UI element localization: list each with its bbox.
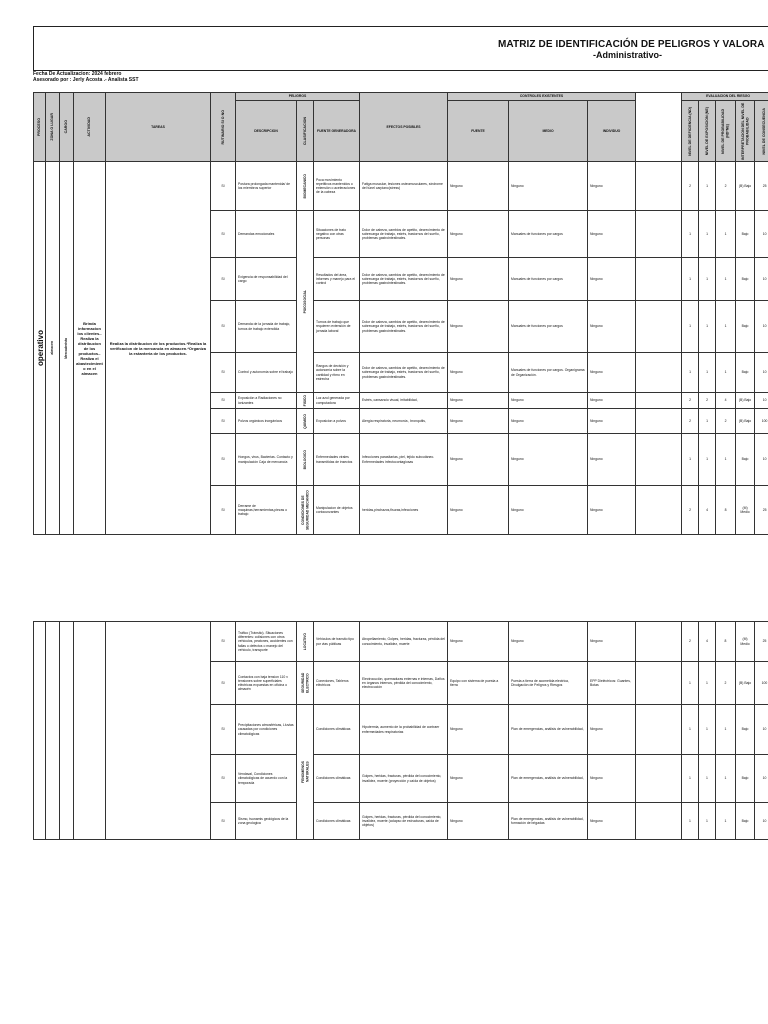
col-individuo: INDIVIDUO (588, 101, 636, 162)
cell-ne: 4 (699, 622, 716, 662)
cell-interp: Bajo (736, 211, 755, 258)
cell-np: 1 (716, 353, 736, 393)
cell-medio: Ninguno (509, 622, 588, 662)
cell-nc: 10 (755, 353, 768, 393)
col-efectos: EFECTOS POSIBLES (360, 93, 448, 162)
cell-medio: Manuales de funciones por cargos (509, 301, 588, 353)
cell-descripcion: Contactos con baja tension 110 v tensiones sobre superficiales eléctricas expuestas en oficina o almacén (236, 662, 297, 705)
table-row (34, 162, 768, 211)
cell-efectos: Dolor de cabeza, cambios de apetito, decrecimiento de sobrecarga de trabajo, estrés, trastornos del sueño, problemas gastrointestinales. (360, 301, 448, 353)
cell-fuente: Ninguno (448, 486, 509, 535)
cell-np: 1 (716, 258, 736, 301)
cell-zona: almacen (46, 162, 60, 535)
cell-nc: 10 (755, 301, 768, 353)
title-rule (33, 70, 768, 71)
cell-nc: 10 (755, 705, 768, 755)
cell-efectos: Electrocución, quemaduras externas e internas, Daños en órganos internos, pérdida del conocimiento, electrocución (360, 662, 448, 705)
cell-interp: Bajo (736, 434, 755, 486)
cell-efectos: Dolor de cabeza, cambios de apetito, decrecimiento de sobrecarga de trabajo, estrés, trastornos del sueño, problemas gastrointestinales. (360, 211, 448, 258)
col-ne: NIVEL DE EXPOSICION (NE) (699, 101, 716, 162)
left-rule (33, 26, 34, 71)
cell-interp: (M) Medio (736, 486, 755, 535)
cell-proceso: operativo (34, 162, 46, 535)
update-date: Fecha De Actualizacion: 2024 febrero (33, 71, 122, 77)
cell-fuente-generadora: Manipulacion de objetos cortocunzantes (314, 486, 360, 535)
cell-efectos: Dolor de cabeza, cambios de apetito, decrecimiento de sobrecarga de trabajo, estrés, trastornos del sueño, problemas gastrointestinales. (360, 258, 448, 301)
cell-medio: Ninguno (509, 393, 588, 409)
cell-nc: 10 (755, 393, 768, 409)
cell-spacer (636, 409, 682, 434)
cell-efectos: Golpes, heridas, fracturas, pérdida del conocimiento, invalidez, muerte (colapso de estructuras, caída de objetos) (360, 803, 448, 840)
cell-spacer (636, 434, 682, 486)
cell-cargo (60, 622, 74, 840)
cell-nd: 1 (682, 258, 699, 301)
cell-spacer (636, 662, 682, 705)
cell-individuo: Ninguno (588, 755, 636, 803)
cell-fuente-generadora: Conexiones, Tableros eléctricos (314, 662, 360, 705)
cell-nd: 2 (682, 409, 699, 434)
cell-fuente: Ninguno (448, 353, 509, 393)
cell-individuo: Ninguno (588, 211, 636, 258)
cell-zona (46, 622, 60, 840)
cell-descripcion: Sismo, tsunamis geológicos de la zona geologica (236, 803, 297, 840)
cell-np: 1 (716, 434, 736, 486)
cell-individuo: Ninguno (588, 162, 636, 211)
cell-medio: Ninguno (509, 409, 588, 434)
cell-fuente-generadora: Condiciones climáticas (314, 705, 360, 755)
cell-efectos: Estrés, cansancio visual, irritabilidad, (360, 393, 448, 409)
cell-medio: Manuales de funciones por cargos. Organigrama de Organización. (509, 353, 588, 393)
cell-efectos: Alergia respiratoria, neumonía , bronquitis, (360, 409, 448, 434)
cell-nc: 10 (755, 434, 768, 486)
cell-fuente: Ninguno (448, 162, 509, 211)
cell-medio: Ninguno (509, 162, 588, 211)
cell-rutinario: SI (211, 622, 236, 662)
cell-spacer (636, 258, 682, 301)
cell-rutinario: SI (211, 662, 236, 705)
cell-np: 1 (716, 301, 736, 353)
cell-actividad (74, 622, 106, 840)
cell-np: 1 (716, 705, 736, 755)
cell-np: 1 (716, 211, 736, 258)
cell-actividad: Brinda informacion los clientes.-Realiza la distribucion de los productos.-Realiza el abastecimiento en el almacen (74, 162, 106, 535)
cell-nd: 1 (682, 434, 699, 486)
cell-nc: 10 (755, 211, 768, 258)
cell-fuente-generadora: Condiciones climáticas (314, 803, 360, 840)
cell-fuente-generadora: Vehículos de transito tipo por vias públicas (314, 622, 360, 662)
cell-nd: 1 (682, 705, 699, 755)
cell-descripcion: Hongos, virus, Bacterias. Contacto y manipulación Caja de mercancía (236, 434, 297, 486)
col-cargo: CARGO (60, 93, 74, 162)
top-rule (33, 26, 768, 27)
cell-spacer (636, 162, 682, 211)
cell-fuente: Ninguno (448, 211, 509, 258)
cell-nd: 1 (682, 353, 699, 393)
cell-nd: 1 (682, 662, 699, 705)
cell-nd: 1 (682, 301, 699, 353)
cell-clasificacion: FENOMENOS NATURALES (297, 705, 314, 840)
cell-spacer (636, 301, 682, 353)
col-nc: NIVEL DE CONSECUENCIA (755, 101, 768, 162)
cell-medio: Plan de emergencias, análisis de vulnerabilidad, (509, 705, 588, 755)
cell-interp: Bajo (736, 353, 755, 393)
cell-descripcion: Exigencia de responsabilidad del cargo (236, 258, 297, 301)
cell-interp: Bajo (736, 755, 755, 803)
cell-ne: 1 (699, 162, 716, 211)
cell-spacer (636, 705, 682, 755)
cell-ne: 1 (699, 409, 716, 434)
cell-descripcion: Derrame de maquinas,herramientas,piezas o trabajo (236, 486, 297, 535)
cell-nc: 10 (755, 755, 768, 803)
col-rutinario: RUTINARIO SI O NO (211, 93, 236, 162)
cell-clasificacion: CONDICIONES DE SEGURIDAD MECANICO (297, 486, 314, 535)
cell-fuente: Ninguno (448, 409, 509, 434)
cell-rutinario: SI (211, 393, 236, 409)
cell-fuente-generadora: Turnos de trabajo que requieren extensión de jornada laboral (314, 301, 360, 353)
cell-fuente-generadora: Condiciones climáticas (314, 755, 360, 803)
cell-interp: (B) Bajo (736, 393, 755, 409)
cell-efectos: Golpes, heridas, fracturas, pérdida del conocimiento, invalidez, muerte (proyección y caída de objetos) (360, 755, 448, 803)
cell-individuo: Ninguno (588, 705, 636, 755)
cell-fuente-generadora: Luz azul generada por computadora (314, 393, 360, 409)
cell-individuo: Ninguno (588, 622, 636, 662)
cell-nd: 2 (682, 486, 699, 535)
cell-fuente-generadora: Enfermedades virales transmitidas de insectos (314, 434, 360, 486)
cell-individuo: Ninguno (588, 353, 636, 393)
cell-fuente-generadora: Resultados del área, informes y manejo para el control (314, 258, 360, 301)
cell-medio: Plan de emergencias, análisis de vulnerabilidad, formación de brigadas (509, 803, 588, 840)
cell-tareas: Realiza la distribucion de los productos.*Realiza la verificacion de la mercancia en almacen.*Organiza la estanteria de los productos. (106, 162, 211, 535)
cell-clasificacion: BIOLOGICO (297, 434, 314, 486)
cell-interp: (B) Bajo (736, 162, 755, 211)
cell-individuo: Ninguno (588, 486, 636, 535)
cell-spacer (636, 622, 682, 662)
cell-rutinario: SI (211, 434, 236, 486)
cell-rutinario: SI (211, 755, 236, 803)
col-interp: INTERPRETACION DEL NIVEL DE PROBABILIDAD (736, 101, 755, 162)
cell-fuente: Ninguno (448, 622, 509, 662)
col-tareas: TAREAS (106, 93, 211, 162)
cell-ne: 1 (699, 301, 716, 353)
cell-descripcion: Vendaval, Condiciones climatológicas de acuerdo con la temporada (236, 755, 297, 803)
cell-interp: (B) Bajo (736, 662, 755, 705)
cell-nd: 1 (682, 211, 699, 258)
cell-efectos: Dolor de cabeza, cambios de apetito, decrecimiento de sobrecarga de trabajo, estrés, trastornos del sueño, problemas gastrointestinales. (360, 353, 448, 393)
cell-descripcion: Demandas emocionales (236, 211, 297, 258)
cell-nc: 10 (755, 258, 768, 301)
cell-rutinario: SI (211, 301, 236, 353)
cell-individuo: Ninguno (588, 409, 636, 434)
cell-proceso (34, 622, 46, 840)
cell-descripcion: Tráfico (Tránsito). Situaciones diferentes: colisiones con otros vehículos, peatones, accidentes con fallas o defectos o manejo del vehículo, transporte (236, 622, 297, 662)
cell-ne: 4 (699, 486, 716, 535)
cell-clasificacion: QUIMICO (297, 409, 314, 434)
cell-rutinario: SI (211, 409, 236, 434)
cell-np: 1 (716, 803, 736, 840)
cell-spacer (636, 755, 682, 803)
cell-descripcion: Exposición a Radiaciones no ionizantes (236, 393, 297, 409)
cell-cargo: Mercaderista (60, 162, 74, 535)
document-subtitle: -Administrativo- (593, 50, 663, 60)
col-descripcion: DESCRIPCION (236, 101, 297, 162)
advisor: Asesorado por : Jerly Acosta .- Analista SST (33, 77, 139, 83)
cell-fuente: Ninguno (448, 803, 509, 840)
cell-efectos: Hipotermia, aumento de la probabilidad de contraer enfermedades respiratorias (360, 705, 448, 755)
cell-np: 8 (716, 486, 736, 535)
cell-np: 2 (716, 162, 736, 211)
cell-spacer (636, 803, 682, 840)
spacer (636, 101, 682, 162)
spacer (636, 93, 682, 101)
cell-fuente-generadora: Poca movimiento repetitivos mantenidos o extensión o aceleraciones de la cabeza (314, 162, 360, 211)
cell-individuo: EPP Dieléctricos: Guantes, Botas (588, 662, 636, 705)
cell-descripcion: Precipitaciones atmosféricas, Lluvias causadas por condiciones climatológicas (236, 705, 297, 755)
cell-nd: 1 (682, 755, 699, 803)
cell-rutinario: SI (211, 162, 236, 211)
cell-clasificacion: FISICO (297, 393, 314, 409)
cell-interp: Bajo (736, 258, 755, 301)
cell-ne: 1 (699, 755, 716, 803)
col-zona: ZONA O LUGAR (46, 93, 60, 162)
cell-rutinario: SI (211, 258, 236, 301)
cell-interp: (M) Medio (736, 622, 755, 662)
cell-individuo: Ninguno (588, 393, 636, 409)
cell-medio: Plan de emergencias, análisis de vulnerabilidad, (509, 755, 588, 803)
cell-fuente-generadora: Exposicion a polvos (314, 409, 360, 434)
col-nd: NIVEL DE DEFICIENCIA (ND) (682, 101, 699, 162)
cell-np: 4 (716, 393, 736, 409)
cell-nd: 2 (682, 162, 699, 211)
cell-individuo: Ninguno (588, 258, 636, 301)
cell-fuente-generadora: Situaciones de trato negativo con otras personas (314, 211, 360, 258)
cell-medio: Ninguno (509, 486, 588, 535)
cell-nc: 10 (755, 803, 768, 840)
cell-np: 8 (716, 622, 736, 662)
col-actividad: ACTIVIDAD (74, 93, 106, 162)
col-proceso: PROCESO (34, 93, 46, 162)
hazard-matrix-table (33, 92, 768, 535)
group-evaluacion: EVALUACION DEL RIESGO (682, 93, 768, 101)
cell-ne: 1 (699, 211, 716, 258)
cell-individuo: Ninguno (588, 803, 636, 840)
cell-nd: 2 (682, 622, 699, 662)
cell-medio: Manuales de funciones por cargos (509, 211, 588, 258)
cell-nd: 2 (682, 393, 699, 409)
cell-spacer (636, 393, 682, 409)
cell-ne: 1 (699, 434, 716, 486)
cell-fuente: Ninguno (448, 755, 509, 803)
cell-nc: 25 (755, 622, 768, 662)
cell-rutinario: SI (211, 705, 236, 755)
cell-descripcion: Postura prolongada mantenida/ de los miembros superior (236, 162, 297, 211)
cell-tareas (106, 622, 211, 840)
cell-np: 1 (716, 755, 736, 803)
col-clasificacion: CLASIFICACION (297, 101, 314, 162)
cell-rutinario: SI (211, 803, 236, 840)
hazard-matrix-table-continued (33, 621, 768, 840)
cell-individuo: Ninguno (588, 434, 636, 486)
cell-interp: Bajo (736, 301, 755, 353)
col-np: NIVEL DE PROBABILIDAD (ND*NE) (716, 101, 736, 162)
cell-ne: 2 (699, 393, 716, 409)
cell-spacer (636, 211, 682, 258)
cell-interp: Bajo (736, 705, 755, 755)
group-peligros: PELIGROS (236, 93, 360, 101)
cell-nc: 100 (755, 662, 768, 705)
cell-nc: 25 (755, 486, 768, 535)
cell-clasificacion: PSICOSOCIAL (297, 211, 314, 393)
group-controles: CONTROLES EXISTENTES (448, 93, 636, 101)
cell-clasificacion: LOCATIVO (297, 622, 314, 662)
cell-ne: 1 (699, 662, 716, 705)
cell-descripcion: Polvos orgánicos inorgánicos (236, 409, 297, 434)
cell-fuente: Ninguno (448, 434, 509, 486)
table-row (34, 622, 768, 662)
cell-medio: Puesta a tierra de acometida electrica, Divulgación de Peligros y Riesgos (509, 662, 588, 705)
cell-rutinario: SI (211, 211, 236, 258)
cell-fuente: Ninguno (448, 705, 509, 755)
cell-fuente-generadora: Rangos de decisión y autonomía sobre la cantidad y ritmo en estrecha (314, 353, 360, 393)
cell-fuente: Ninguno (448, 258, 509, 301)
cell-ne: 1 (699, 705, 716, 755)
cell-rutinario: SI (211, 486, 236, 535)
cell-spacer (636, 486, 682, 535)
cell-spacer (636, 353, 682, 393)
cell-clasificacion: SEGURIDAD ELECTRICO (297, 662, 314, 705)
cell-nc: 100 (755, 409, 768, 434)
cell-fuente: Ninguno (448, 393, 509, 409)
cell-medio: Manuales de funciones por cargos (509, 258, 588, 301)
cell-clasificacion: BIOMECANICO (297, 162, 314, 211)
cell-ne: 1 (699, 803, 716, 840)
cell-efectos: Infecciones parasitarias, piel, tejido subcutáneo. Enfermedades infectocontagiosas (360, 434, 448, 486)
col-fuente-generadora: FUENTE GENERADORA (314, 101, 360, 162)
cell-ne: 1 (699, 353, 716, 393)
cell-ne: 1 (699, 258, 716, 301)
cell-np: 2 (716, 662, 736, 705)
cell-medio: Ninguno (509, 434, 588, 486)
col-fuente: FUENTE (448, 101, 509, 162)
cell-individuo: Ninguno (588, 301, 636, 353)
cell-efectos: Fatiga muscular, lesiones osteomusculares, síndrome del túnel carpiano(stress) (360, 162, 448, 211)
cell-descripcion: Control y autonomía sobre el trabajo (236, 353, 297, 393)
cell-interp: Bajo (736, 803, 755, 840)
col-medio: MEDIO (509, 101, 588, 162)
cell-np: 2 (716, 409, 736, 434)
cell-efectos: heridas,pinchazos,fisuras,infecciones (360, 486, 448, 535)
document-title: MATRIZ DE IDENTIFICACIÓN DE PELIGROS Y VALORA (498, 39, 765, 50)
cell-fuente: Equipo con sistema de puesta a tierra (448, 662, 509, 705)
cell-fuente: Ninguno (448, 301, 509, 353)
cell-rutinario: SI (211, 353, 236, 393)
cell-descripcion: Demanda de la jornada de trabajo, turnos de trabajo extendida (236, 301, 297, 353)
cell-interp: (B) Bajo (736, 409, 755, 434)
cell-efectos: Atropellamiento, Golpes, heridas, fracturas, pérdida del conocimiento, invalidez, muerte (360, 622, 448, 662)
cell-nc: 25 (755, 162, 768, 211)
cell-nd: 1 (682, 803, 699, 840)
